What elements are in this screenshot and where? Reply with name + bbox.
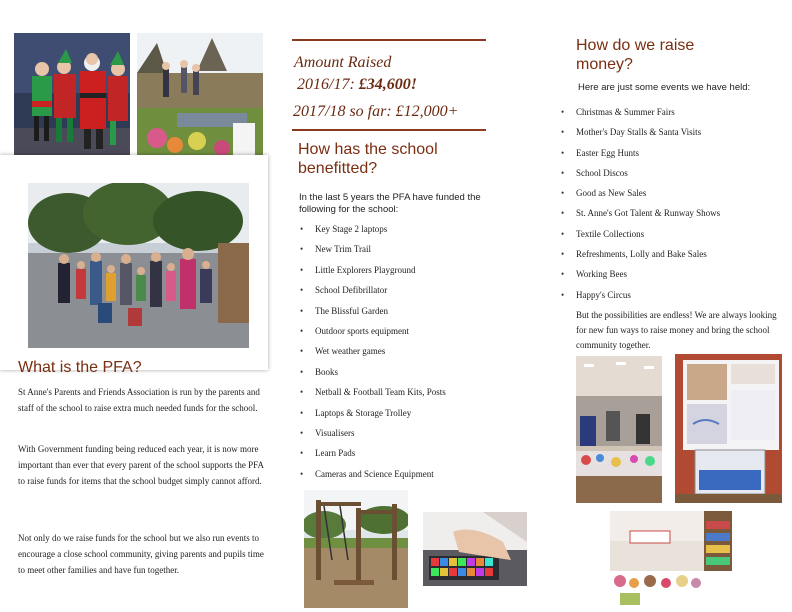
fair-hall-photo (576, 356, 662, 503)
event-list-item: • Working Bees (560, 268, 790, 288)
learnpad-tablet-photo (423, 512, 527, 586)
pfa-heading: What is the PFA? (18, 359, 142, 376)
benefit-list-item: • Cameras and Science Equipment (299, 468, 499, 488)
event-list-item: • Textile Collections (560, 228, 790, 248)
amount-line-2016 (297, 74, 417, 96)
amount-2016-value: £34,600! (358, 76, 418, 93)
benefit-list-item: • Little Explorers Playground (299, 264, 499, 284)
raise-heading (576, 36, 694, 74)
event-list-item: • Good as New Sales (560, 187, 790, 207)
benefit-list-item: • The Blissful Garden (299, 305, 499, 325)
display-board-photo (675, 354, 782, 503)
raise-closing: But the possibilities are endless! We are always looking for new fun ways to raise money and bring the school community together. (576, 310, 777, 350)
event-list-item: • School Discos (560, 167, 790, 187)
benefitted-heading-line1: How has the school (298, 141, 438, 158)
event-list-item: • St. Anne's Got Talent & Runway Shows (560, 207, 790, 227)
benefitted-heading-line2: benefitted? (298, 160, 378, 177)
elves-santa-photo (14, 33, 130, 162)
amount-2016-label: 2016/17: (297, 76, 359, 93)
events-list (560, 106, 790, 309)
raise-heading-line2: money? (576, 56, 633, 73)
benefit-list-item: • Key Stage 2 laptops (299, 223, 499, 243)
benefitted-intro: In the last 5 years the PFA have funded the following for the school: (299, 192, 481, 215)
benefitted-list (299, 223, 499, 488)
pfa-paragraph-1: St Anne's Parents and Friends Association is run by the parents and staff of the school to raise extra much needed funds for the school. (18, 387, 260, 413)
amount-line-2017: 2017/18 so far: £12,000+ (293, 103, 459, 120)
benefitted-heading (298, 140, 438, 178)
benefit-list-item: • Outdoor sports equipment (299, 325, 499, 345)
amount-raised-title: Amount Raised (294, 54, 392, 71)
pfa-paragraph-2: With Government funding being reduced each year, it is now more important than ever that every parent of the school supports the PFA to raise funds for items that the school budget simply cannot afford. (18, 444, 264, 486)
amount-top-rule (292, 39, 486, 41)
raise-heading-line1: How do we raise (576, 37, 695, 54)
event-list-item: • Happy's Circus (560, 289, 790, 309)
benefit-list-item: • Learn Pads (299, 447, 499, 467)
bake-sale-stall-photo (610, 511, 732, 608)
event-list-item: • Christmas & Summer Fairs (560, 106, 790, 126)
benefit-list-item: • Books (299, 366, 499, 386)
event-list-item: • Refreshments, Lolly and Bake Sales (560, 248, 790, 268)
amount-bottom-rule (292, 129, 486, 131)
benefit-list-item: • Visualisers (299, 427, 499, 447)
event-list-item: • Mother's Day Stalls & Santa Visits (560, 126, 790, 146)
benefit-list-item: • Netball & Football Team Kits, Posts (299, 386, 499, 406)
children-playground-photo (28, 183, 249, 348)
benefit-list-item: • Wet weather games (299, 345, 499, 365)
trim-trail-photo (304, 490, 408, 608)
benefit-list-item: • Laptops & Storage Trolley (299, 407, 499, 427)
garden-planting-photo (137, 33, 263, 162)
raise-intro: Here are just some events we have held: (578, 82, 751, 93)
benefit-list-item: • School Defibrillator (299, 284, 499, 304)
benefit-list-item: • New Trim Trail (299, 243, 499, 263)
event-list-item: • Easter Egg Hunts (560, 147, 790, 167)
pfa-paragraph-3: Not only do we raise funds for the school but we also run events to encourage a close school community, giving parents and pupils time to meet other families and have fun together. (18, 533, 264, 575)
